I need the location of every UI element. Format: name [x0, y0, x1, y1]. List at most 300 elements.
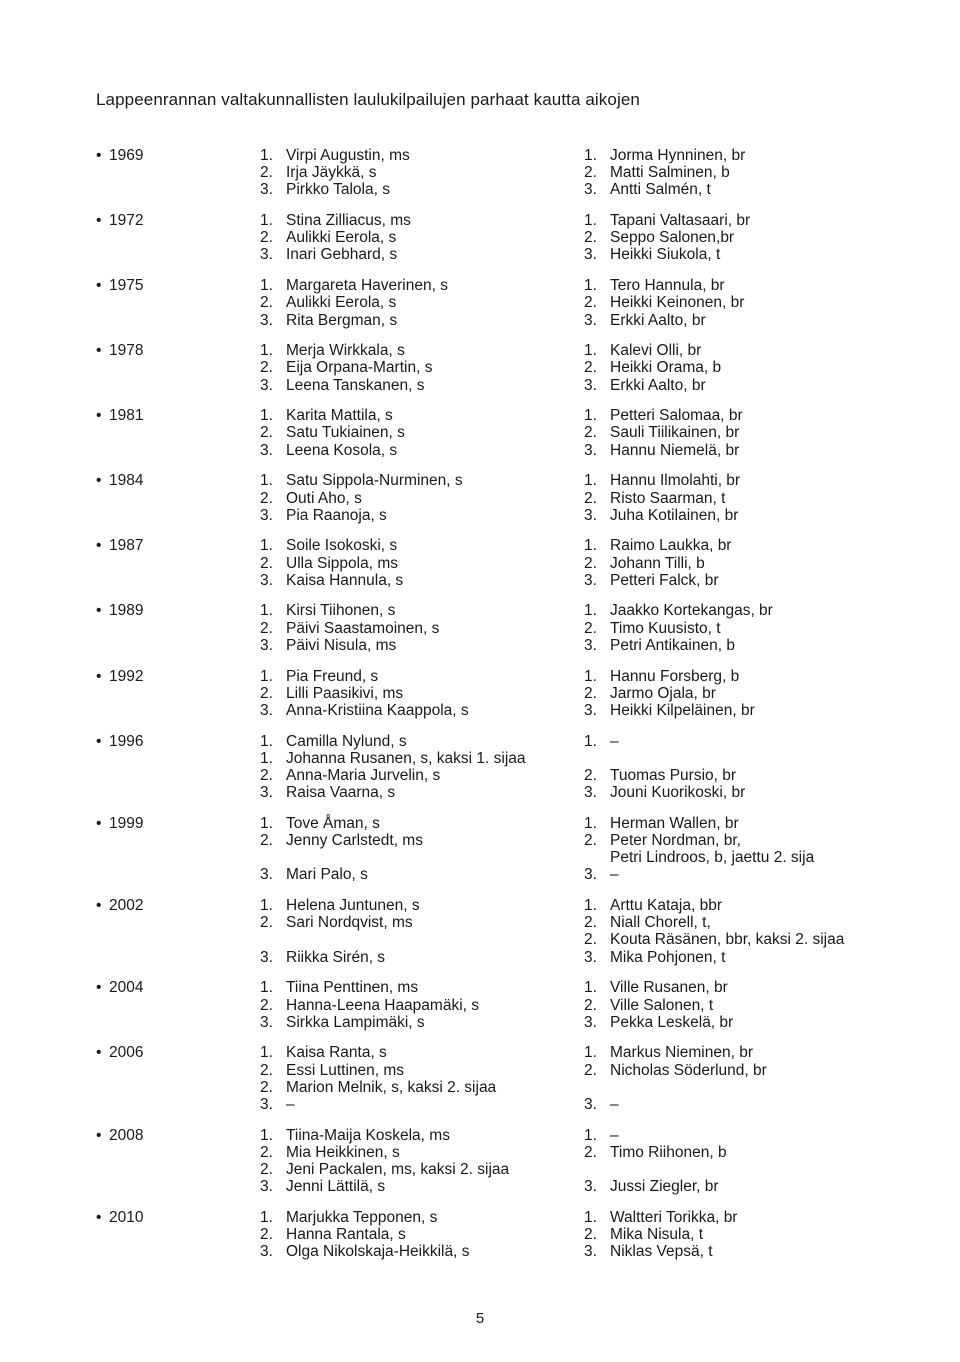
women-rank: 1. [260, 537, 273, 555]
men-winner: Markus Nieminen, br [610, 1044, 753, 1062]
women-rank: 1. [260, 979, 273, 997]
result-row [96, 979, 916, 996]
year-text: 1972 [109, 212, 144, 230]
women-winner: Karita Mattila, s [286, 407, 393, 425]
men-winner: Petteri Salomaa, br [610, 407, 743, 425]
bullet-icon: • [96, 147, 102, 164]
women-winner: Sirkka Lampimäki, s [286, 1013, 425, 1031]
men-rank: 1. [584, 147, 597, 164]
women-rank: 1. [260, 814, 273, 832]
men-rank: 2. [584, 164, 597, 182]
men-winner: Johann Tilli, b [610, 554, 705, 572]
men-winner: Kalevi Olli, br [610, 342, 702, 360]
result-row [96, 424, 916, 441]
women-rank: 2. [260, 619, 273, 637]
men-rank: 1. [584, 897, 597, 915]
women-rank: 2. [260, 229, 273, 247]
women-winner: Mari Palo, s [286, 866, 368, 884]
women-winner: Eija Orpana-Martin, s [286, 359, 433, 377]
men-winner: Petri Antikainen, b [610, 636, 735, 654]
result-row [96, 637, 916, 654]
women-rank: 3. [260, 571, 273, 589]
women-winner: Johanna Rusanen, s, kaksi 1. sijaa [286, 749, 526, 767]
page-number: 5 [475, 1310, 485, 1327]
women-winner: Pia Raanoja, s [286, 506, 387, 524]
men-winner: Mika Pohjonen, t [610, 948, 726, 966]
women-rank: 3. [260, 636, 273, 654]
women-winner: Tove Åman, s [286, 814, 380, 832]
men-winner: Matti Salminen, b [610, 164, 730, 182]
bullet-icon: • [96, 667, 102, 685]
men-rank: 2. [584, 1143, 597, 1161]
result-row [96, 490, 916, 507]
women-rank: 1. [260, 472, 273, 490]
men-rank: 2. [584, 554, 597, 572]
result-row [96, 1127, 916, 1144]
women-rank: 1. [260, 1208, 273, 1226]
men-winner: Timo Riihonen, b [610, 1143, 727, 1161]
result-row [96, 1226, 916, 1243]
bullet-icon: • [96, 537, 102, 555]
year-text: 1999 [109, 814, 144, 832]
men-winner: Pekka Leskelä, br [610, 1013, 734, 1031]
women-rank: 2. [260, 832, 273, 849]
men-rank: 2. [584, 229, 597, 247]
year-block [96, 815, 916, 884]
result-row [96, 212, 916, 229]
women-rank: 1. [260, 732, 273, 750]
women-rank: 3. [260, 1013, 273, 1031]
men-rank: 1. [584, 602, 597, 620]
result-row [96, 784, 916, 801]
women-winner: Satu Tukiainen, s [286, 424, 405, 442]
men-winner: Antti Salmén, t [610, 181, 711, 199]
women-winner: Marjukka Tepponen, s [286, 1208, 438, 1226]
women-winner: Leena Kosola, s [286, 441, 398, 459]
result-row [96, 442, 916, 459]
women-rank: 2. [260, 766, 273, 784]
women-winner: Tiina-Maija Koskela, ms [286, 1126, 450, 1144]
men-rank: 1. [584, 732, 597, 750]
men-rank: 3. [584, 181, 597, 199]
women-rank: 1. [260, 897, 273, 915]
results-list [96, 147, 916, 1274]
women-rank: 3. [260, 701, 273, 719]
bullet-icon: • [96, 814, 102, 832]
women-rank: 1. [260, 1126, 273, 1144]
men-winner: Hannu Forsberg, b [610, 667, 740, 685]
result-row [96, 555, 916, 572]
page-title: Lappeenrannan valtakunnallisten laulukilpailujen parhaat kautta aikojen [96, 90, 640, 109]
men-rank: 3. [584, 1013, 597, 1031]
year-text: 1992 [109, 667, 144, 685]
men-rank: 2. [584, 619, 597, 637]
women-rank: 3. [260, 866, 273, 884]
men-winner: Heikki Siukola, t [610, 246, 721, 264]
men-winner: Erkki Aalto, br [610, 311, 706, 329]
women-rank: 2. [260, 359, 273, 377]
men-rank: 1. [584, 814, 597, 832]
women-rank: 1. [260, 749, 273, 767]
women-winner: Tiina Penttinen, ms [286, 979, 419, 997]
men-rank: 1. [584, 212, 597, 230]
result-row [96, 342, 916, 359]
men-rank: 3. [584, 866, 597, 884]
men-winner: Jaakko Kortekangas, br [610, 602, 773, 620]
women-winner: Jenni Lättilä, s [286, 1178, 386, 1196]
men-winner: Jussi Ziegler, br [610, 1178, 719, 1196]
women-rank: 2. [260, 684, 273, 702]
women-winner: Kirsi Tiihonen, s [286, 602, 396, 620]
men-rank: 3. [584, 506, 597, 524]
women-rank: 2. [260, 554, 273, 572]
women-winner: Ulla Sippola, ms [286, 554, 398, 572]
women-winner: Camilla Nylund, s [286, 732, 407, 750]
men-winner: Herman Wallen, br [610, 814, 739, 832]
bullet-icon: • [96, 1126, 102, 1144]
men-rank: 1. [584, 342, 597, 360]
year-text: 1978 [109, 342, 144, 360]
women-winner: Lilli Paasikivi, ms [286, 684, 404, 702]
year-text: 2002 [109, 897, 144, 915]
result-row [96, 181, 916, 198]
men-rank: 2. [584, 359, 597, 377]
year-text: 1981 [109, 407, 144, 425]
result-row [96, 572, 916, 589]
men-winner: Ville Salonen, t [610, 996, 714, 1014]
result-row [96, 1161, 916, 1178]
men-rank: 1. [584, 979, 597, 997]
result-row [96, 733, 916, 750]
year-block [96, 342, 916, 394]
result-row [96, 1144, 916, 1161]
women-rank: 1. [260, 407, 273, 425]
women-winner: Anna-Maria Jurvelin, s [286, 766, 441, 784]
men-winner: Jouni Kuorikoski, br [610, 784, 746, 802]
men-rank: 2. [584, 914, 597, 932]
women-winner: Päivi Nisula, ms [286, 636, 397, 654]
result-row [96, 147, 916, 164]
men-winner: Tuomas Pursio, br [610, 766, 737, 784]
result-row [96, 229, 916, 246]
men-winner: – [610, 732, 619, 750]
men-rank: 1. [584, 537, 597, 555]
men-rank: 3. [584, 1095, 597, 1113]
men-rank: 1. [584, 407, 597, 425]
men-winner: Ville Rusanen, br [610, 979, 728, 997]
year-text: 2006 [109, 1044, 144, 1062]
women-winner: Outi Aho, s [286, 489, 362, 507]
men-rank: 1. [584, 277, 597, 295]
women-winner: Aulikki Eerola, s [286, 294, 397, 312]
year-block [96, 147, 916, 199]
women-rank: 3. [260, 181, 273, 199]
year-text: 1975 [109, 277, 144, 295]
bullet-icon: • [96, 277, 102, 295]
year-text: 1969 [109, 147, 144, 164]
men-rank: 2. [584, 996, 597, 1014]
men-rank: 1. [584, 472, 597, 490]
year-text: 2010 [109, 1208, 144, 1226]
men-rank: 3. [584, 636, 597, 654]
result-row [96, 246, 916, 263]
result-row [96, 897, 916, 914]
men-rank: 2. [584, 684, 597, 702]
men-rank: 3. [584, 441, 597, 459]
men-rank: 3. [584, 311, 597, 329]
bullet-icon: • [96, 979, 102, 997]
result-row [96, 277, 916, 294]
women-rank: 2. [260, 294, 273, 312]
result-row [96, 164, 916, 181]
women-rank: 3. [260, 311, 273, 329]
women-winner: Marion Melnik, s, kaksi 2. sijaa [286, 1078, 497, 1096]
result-row [96, 949, 916, 966]
women-winner: Mia Heikkinen, s [286, 1143, 400, 1161]
year-block [96, 602, 916, 654]
men-rank: 2. [584, 294, 597, 312]
men-winner: Peter Nordman, br, [610, 832, 741, 849]
men-rank: 2. [584, 424, 597, 442]
men-winner: Arttu Kataja, bbr [610, 897, 723, 915]
men-rank: 2. [584, 766, 597, 784]
women-rank: 3. [260, 376, 273, 394]
men-winner: – [610, 866, 619, 884]
bullet-icon: • [96, 342, 102, 360]
women-winner: Irja Jäykkä, s [286, 164, 377, 182]
women-rank: 2. [260, 164, 273, 182]
result-row [96, 1062, 916, 1079]
year-text: 2004 [109, 979, 144, 997]
result-row [96, 507, 916, 524]
women-winner: Essi Luttinen, ms [286, 1061, 405, 1079]
men-winner: Jorma Hynninen, br [610, 147, 746, 164]
result-row [96, 849, 916, 866]
men-winner: Petri Lindroos, b, jaettu 2. sija [610, 849, 815, 867]
men-rank: 2. [584, 931, 597, 949]
women-winner: Stina Zilliacus, ms [286, 212, 411, 230]
women-rank: 2. [260, 1226, 273, 1244]
men-winner: Timo Kuusisto, t [610, 619, 721, 637]
year-block [96, 212, 916, 264]
year-text: 1989 [109, 602, 144, 620]
men-winner: Sauli Tiilikainen, br [610, 424, 740, 442]
men-rank: 3. [584, 246, 597, 264]
women-rank: 3. [260, 246, 273, 264]
men-rank: 3. [584, 784, 597, 802]
women-rank: 3. [260, 948, 273, 966]
bullet-icon: • [96, 472, 102, 490]
women-rank: 3. [260, 506, 273, 524]
result-row [96, 832, 916, 849]
men-winner: Jarmo Ojala, br [610, 684, 716, 702]
result-row [96, 997, 916, 1014]
result-row [96, 602, 916, 619]
result-row [96, 1079, 916, 1096]
women-rank: 1. [260, 667, 273, 685]
men-winner: Niklas Vepsä, t [610, 1243, 713, 1261]
result-row [96, 668, 916, 685]
men-winner: Juha Kotilainen, br [610, 506, 739, 524]
men-winner: Petteri Falck, br [610, 571, 719, 589]
women-winner: Pia Freund, s [286, 667, 379, 685]
women-rank: 3. [260, 1178, 273, 1196]
men-rank: 3. [584, 1243, 597, 1261]
year-text: 1984 [109, 472, 144, 490]
result-row [96, 472, 916, 489]
women-winner: Hanna-Leena Haapamäki, s [286, 996, 480, 1014]
women-rank: 2. [260, 1061, 273, 1079]
women-winner: Aulikki Eerola, s [286, 229, 397, 247]
men-winner: Heikki Kilpeläinen, br [610, 701, 755, 719]
result-row [96, 815, 916, 832]
men-winner: Nicholas Söderlund, br [610, 1061, 767, 1079]
men-winner: Niall Chorell, t, [610, 914, 711, 932]
women-winner: Kaisa Ranta, s [286, 1044, 387, 1062]
men-winner: Heikki Keinonen, br [610, 294, 745, 312]
men-winner: Tapani Valtasaari, br [610, 212, 751, 230]
result-row [96, 1044, 916, 1061]
women-winner: Riikka Sirén, s [286, 948, 386, 966]
men-winner: Raimo Laukka, br [610, 537, 732, 555]
result-row [96, 359, 916, 376]
men-winner: – [610, 1126, 619, 1144]
women-winner: Päivi Saastamoinen, s [286, 619, 440, 637]
men-rank: 3. [584, 701, 597, 719]
women-rank: 1. [260, 342, 273, 360]
women-rank: 3. [260, 441, 273, 459]
result-row [96, 377, 916, 394]
women-rank: 1. [260, 147, 273, 164]
bullet-icon: • [96, 1208, 102, 1226]
women-winner: Olga Nikolskaja-Heikkilä, s [286, 1243, 470, 1261]
bullet-icon: • [96, 602, 102, 620]
year-block [96, 537, 916, 589]
women-rank: 2. [260, 424, 273, 442]
men-winner: Waltteri Torikka, br [610, 1208, 738, 1226]
result-row [96, 1178, 916, 1195]
women-rank: 2. [260, 1078, 273, 1096]
year-block [96, 277, 916, 329]
women-winner: Rita Bergman, s [286, 311, 398, 329]
result-row [96, 1209, 916, 1226]
result-row [96, 685, 916, 702]
men-winner: Hannu Ilmolahti, br [610, 472, 741, 490]
result-row [96, 294, 916, 311]
women-winner: Sari Nordqvist, ms [286, 914, 413, 932]
women-rank: 3. [260, 1243, 273, 1261]
year-text: 1996 [109, 732, 144, 750]
women-winner: Kaisa Hannula, s [286, 571, 404, 589]
men-rank: 1. [584, 1126, 597, 1144]
men-rank: 2. [584, 489, 597, 507]
bullet-icon: • [96, 897, 102, 915]
women-rank: 3. [260, 784, 273, 802]
men-rank: 3. [584, 1178, 597, 1196]
women-winner: Jenny Carlstedt, ms [286, 832, 423, 849]
men-rank: 2. [584, 832, 597, 849]
year-block [96, 407, 916, 459]
women-winner: – [286, 1095, 295, 1113]
men-winner: Heikki Orama, b [610, 359, 722, 377]
women-winner: Jeni Packalen, ms, kaksi 2. sijaa [286, 1161, 510, 1178]
women-rank: 2. [260, 914, 273, 932]
women-winner: Anna-Kristiina Kaappola, s [286, 701, 469, 719]
men-winner: Hannu Niemelä, br [610, 441, 740, 459]
men-rank: 2. [584, 1226, 597, 1244]
women-rank: 2. [260, 1161, 273, 1178]
men-rank: 3. [584, 571, 597, 589]
women-winner: Leena Tanskanen, s [286, 376, 425, 394]
result-row [96, 750, 916, 767]
bullet-icon: • [96, 407, 102, 425]
women-winner: Helena Juntunen, s [286, 897, 420, 915]
women-winner: Virpi Augustin, ms [286, 147, 410, 164]
women-rank: 1. [260, 212, 273, 230]
year-block [96, 1127, 916, 1196]
result-row [96, 407, 916, 424]
women-rank: 1. [260, 602, 273, 620]
women-winner: Hanna Rantala, s [286, 1226, 406, 1244]
year-block [96, 897, 916, 966]
men-winner: Tero Hannula, br [610, 277, 725, 295]
result-row [96, 931, 916, 948]
result-row [96, 914, 916, 931]
result-row [96, 312, 916, 329]
bullet-icon: • [96, 732, 102, 750]
year-block [96, 979, 916, 1031]
year-block [96, 472, 916, 524]
women-winner: Pirkko Talola, s [286, 181, 390, 199]
result-row [96, 702, 916, 719]
women-rank: 2. [260, 489, 273, 507]
women-rank: 2. [260, 1143, 273, 1161]
men-rank: 2. [584, 1061, 597, 1079]
men-winner: Erkki Aalto, br [610, 376, 706, 394]
result-row [96, 1014, 916, 1031]
bullet-icon: • [96, 1044, 102, 1062]
result-row [96, 537, 916, 554]
year-block [96, 1044, 916, 1113]
men-rank: 1. [584, 1208, 597, 1226]
women-rank: 1. [260, 1044, 273, 1062]
year-block [96, 733, 916, 802]
men-winner: – [610, 1095, 619, 1113]
result-row [96, 1243, 916, 1260]
result-row [96, 1096, 916, 1113]
men-rank: 3. [584, 948, 597, 966]
result-row [96, 767, 916, 784]
women-winner: Merja Wirkkala, s [286, 342, 405, 360]
men-winner: Kouta Räsänen, bbr, kaksi 2. sijaa [610, 931, 845, 949]
year-block [96, 668, 916, 720]
men-winner: Mika Nisula, t [610, 1226, 704, 1244]
women-rank: 2. [260, 996, 273, 1014]
women-rank: 1. [260, 277, 273, 295]
women-winner: Margareta Haverinen, s [286, 277, 448, 295]
year-block [96, 1209, 916, 1261]
men-winner: Risto Saarman, t [610, 489, 726, 507]
women-winner: Soile Isokoski, s [286, 537, 398, 555]
women-winner: Satu Sippola-Nurminen, s [286, 472, 463, 490]
women-winner: Inari Gebhard, s [286, 246, 398, 264]
men-rank: 1. [584, 1044, 597, 1062]
result-row [96, 866, 916, 883]
men-rank: 3. [584, 376, 597, 394]
women-rank: 3. [260, 1095, 273, 1113]
men-winner: Seppo Salonen,br [610, 229, 735, 247]
year-text: 1987 [109, 537, 144, 555]
